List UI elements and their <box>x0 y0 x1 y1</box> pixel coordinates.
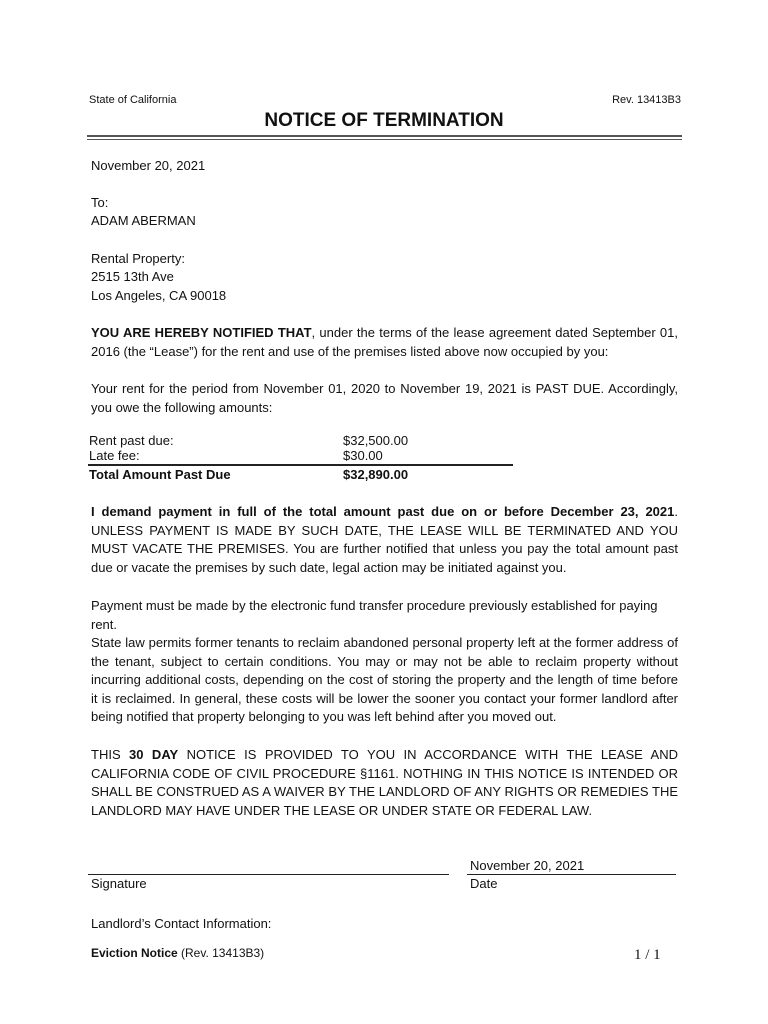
late-fee-value: $30.00 <box>343 448 383 463</box>
total-rule <box>88 464 513 466</box>
tenant-name: ADAM ABERMAN <box>91 213 196 228</box>
rent-past-due-row <box>89 433 513 449</box>
abandoned-property-paragraph: State law permits former tenants to reclaim abandoned personal property left at the former address of the tenant, subject to certain conditions. You may or may not be able to reclaim property without incurring additional costs, depending on the cost of storing the property and the length of time before it is reclaimed. In general, these costs will be lower the sooner you contact your former landlord after being notified that property belonging to you was left behind after you moved out. <box>91 635 678 724</box>
notification-paragraph <box>91 324 678 361</box>
demand-paragraph <box>91 503 678 577</box>
date-label: Date <box>470 876 498 891</box>
page-title: NOTICE OF TERMINATION <box>264 110 504 131</box>
rent-past-due-value: $32,500.00 <box>343 433 409 448</box>
page-number: 1 / 1 <box>634 947 661 963</box>
legal-notice-pre: THIS <box>91 747 130 762</box>
signature-label: Signature <box>91 876 147 891</box>
date-line <box>467 874 676 875</box>
demand-lead: I demand payment in full of the total amount past due on or before December 23, 2021 <box>91 504 675 519</box>
property-line2: Los Angeles, CA 90018 <box>91 288 227 303</box>
rent-past-due-label: Rent past due: <box>89 433 174 448</box>
payment-method-paragraph: Payment must be made by the electronic fund transfer procedure previously established for paying rent. <box>91 598 658 632</box>
footer-title: Eviction Notice <box>91 946 178 960</box>
notification-text: , under the terms of the lease agreement dated September 01, 2016 (the “Lease”) for the rent and use of the premises listed above now occupied by you: <box>91 325 679 359</box>
total-label: Total Amount Past Due <box>89 467 231 482</box>
revision-label: Rev. 13413B3 <box>612 94 681 106</box>
legal-notice-text: NOTICE IS PROVIDED TO YOU IN ACCORDANCE WITH THE LEASE AND CALIFORNIA CODE OF CIVIL PROCEDURE §1161. NOTHING IN THIS NOTICE IS INTENDED OR SHALL BE CONSTRUED AS A WAIVER BY THE LANDLORD OF ANY RIGHTS OR REMEDIES THE LANDLORD MAY HAVE UNDER THE LEASE OR UNDER STATE OR FEDERAL LAW. <box>91 747 678 818</box>
legal-notice-days: 30 DAY <box>129 747 179 762</box>
total-row <box>89 467 513 483</box>
notification-lead: YOU ARE HEREBY NOTIFIED THAT <box>91 325 312 340</box>
state-label: State of California <box>89 94 177 106</box>
signature-date-value: November 20, 2021 <box>470 858 585 873</box>
title-rule-bottom <box>87 139 682 140</box>
property-label: Rental Property: <box>91 251 185 266</box>
late-fee-label: Late fee: <box>89 448 140 463</box>
footer-revision: (Rev. 13413B3) <box>177 946 265 960</box>
footer-doc-name <box>91 946 264 960</box>
legal-notice-paragraph <box>91 746 678 820</box>
title-rule-top <box>87 135 682 137</box>
total-value: $32,890.00 <box>343 467 409 482</box>
notice-date: November 20, 2021 <box>91 158 206 173</box>
property-line1: 2515 13th Ave <box>91 269 174 284</box>
demand-text: . UNLESS PAYMENT IS MADE BY SUCH DATE, THE LEASE WILL BE TERMINATED AND YOU MUST VACATE THE PREMISES. You are further notified that unless you pay the total amount past due or vacate the premises by such date, legal action may be initiated against you. <box>91 504 678 575</box>
to-label: To: <box>91 195 109 210</box>
late-fee-row <box>89 448 513 464</box>
landlord-contact-label: Landlord’s Contact Information: <box>91 916 272 931</box>
past-due-paragraph: Your rent for the period from November 01, 2020 to November 19, 2021 is PAST DUE. Accordingly, you owe the following amounts: <box>91 381 678 415</box>
